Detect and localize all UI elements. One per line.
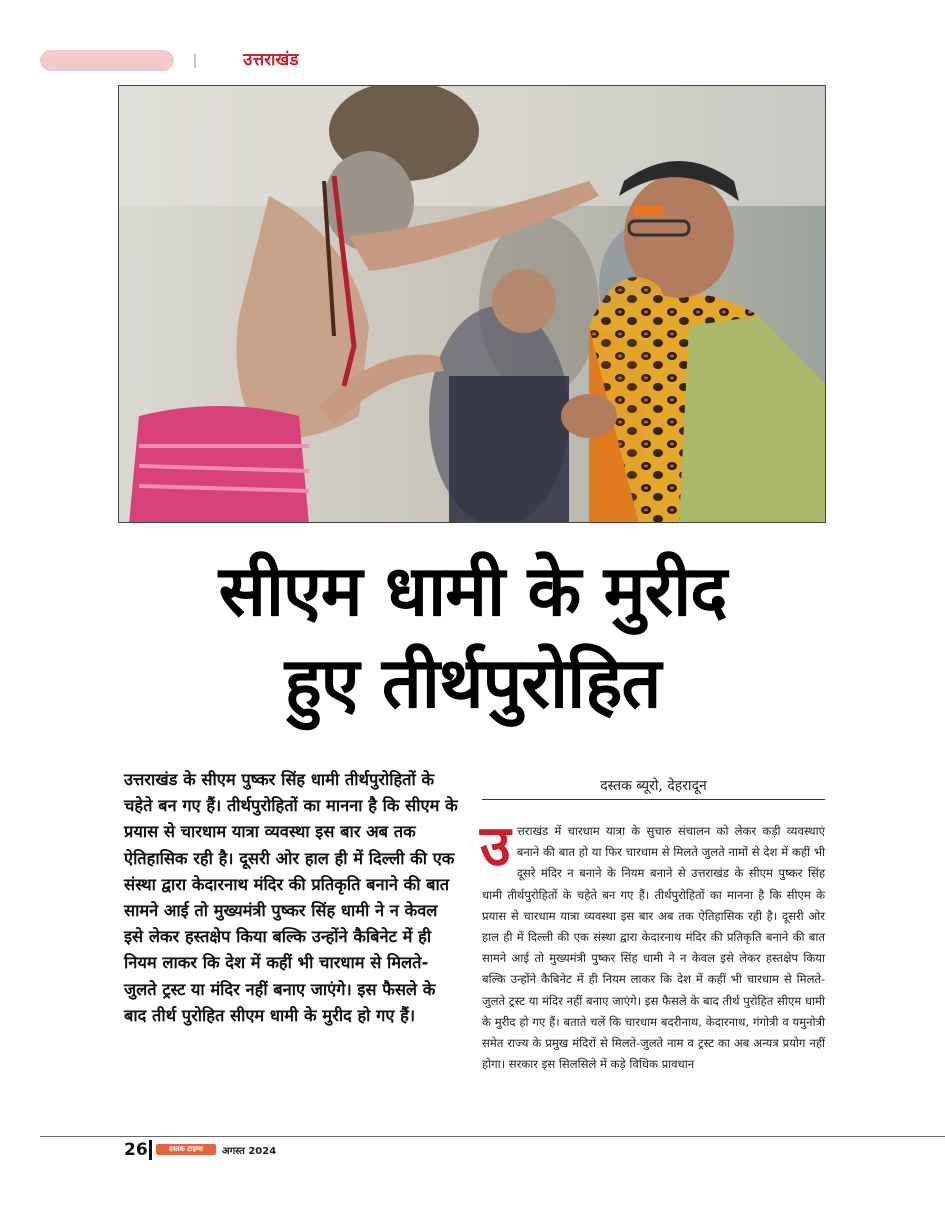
dropcap: उ — [480, 814, 511, 879]
issue-date: अगस्त 2024 — [222, 1146, 277, 1157]
byline: दस्तक ब्यूरो, देहरादून — [600, 778, 707, 794]
photo-cm-dhami-with-sadhu-icon — [119, 86, 826, 523]
footer-divider — [40, 1136, 945, 1137]
article-body-text: त्तराखंड में चारधाम यात्रा के सुचारु संचालन को लेकर कड़ी व्यवस्थाएं बनाने की बात हो या फिर चारधाम से मिलते जुलते नामों से देश में कहीं भी दूसरे मंदिर न बनाने के नियम बनाने से उत्तराखंड के सीएम पुष्कर सिंह धामी तीर्थपुरोहितों के चहेते बन गए हैं। तीर्थपुरोहितों का मानना है कि सीएम के प्रयास से चारधाम यात्रा व्यवस्था इस बार अब तक ऐतिहासिक रही है। दूसरी ओर हाल ही में दिल्ली की एक संस्था द्वारा केदारनाथ मंदिर की प्रतिकृति बनाने की बात सामने आई तो मुख्यमंत्री पुष्कर सिंह धामी ने न केवल इसे लेकर हस्तक्षेप किया बल्कि उन्होंने कैबिनेट में ही नियम लाकर कि देश में कहीं भी चारधाम से मिलते-जुलते ट्रस्ट या मंदिर नहीं बनाए जाएंगे। इस फैसले के बाद तीर्थ पुरोहित सीएम धामी के मुरीद हो गए हैं। बताते चलें कि चारधाम बदरीनाथ, केदारनाथ, गंगोत्री व यमुनोत्री समेत राज्य के प्रमुख मंदिरों से मिलते-जुलते नाम व ट्रस्ट का अब अन्यत्र प्रयोग नहीं होगा। सरकार इस सिलसिले में कड़े विधिक प्रावधान — [482, 824, 825, 1072]
section-divider — [194, 54, 196, 68]
headline — [0, 545, 945, 729]
headline-line-2: हुए तीर्थपुरोहित — [284, 642, 661, 724]
article-body — [480, 814, 825, 1075]
page-number: 26 — [124, 1140, 148, 1160]
article-photo — [118, 85, 826, 523]
headline-line-1: सीएम धामी के मुरीद — [218, 550, 727, 632]
section-title: उत्तराखंड — [243, 50, 299, 70]
page-number-bar — [149, 1140, 152, 1160]
section-pill — [40, 50, 174, 71]
lead-paragraph: उत्तराखंड के सीएम पुष्कर सिंह धामी तीर्थपुरोहितों के चहेते बन गए हैं। तीर्थपुरोहितों का मानना है कि सीएम के प्रयास से चारधाम यात्रा व्यवस्था इस बार अब तक ऐतिहासिक रही है। दूसरी ओर हाल ही में दिल्ली की एक संस्था द्वारा केदारनाथ मंदिर की प्रतिकृति बनाने की बात सामने आई तो मुख्यमंत्री पुष्कर सिंह धामी ने न केवल इसे लेकर हस्तक्षेप किया बल्कि उन्होंने कैबिनेट में ही नियम लाकर कि देश में कहीं भी चारधाम से मिलते-जुलते ट्रस्ट या मंदिर नहीं बनाए जाएंगे। इस फैसले के बाद तीर्थ पुरोहित सीएम धामी के मुरीद हो गए हैं। — [124, 770, 458, 1025]
byline-divider — [482, 799, 825, 800]
magazine-logo: दस्तक टाइम्स — [156, 1144, 216, 1155]
